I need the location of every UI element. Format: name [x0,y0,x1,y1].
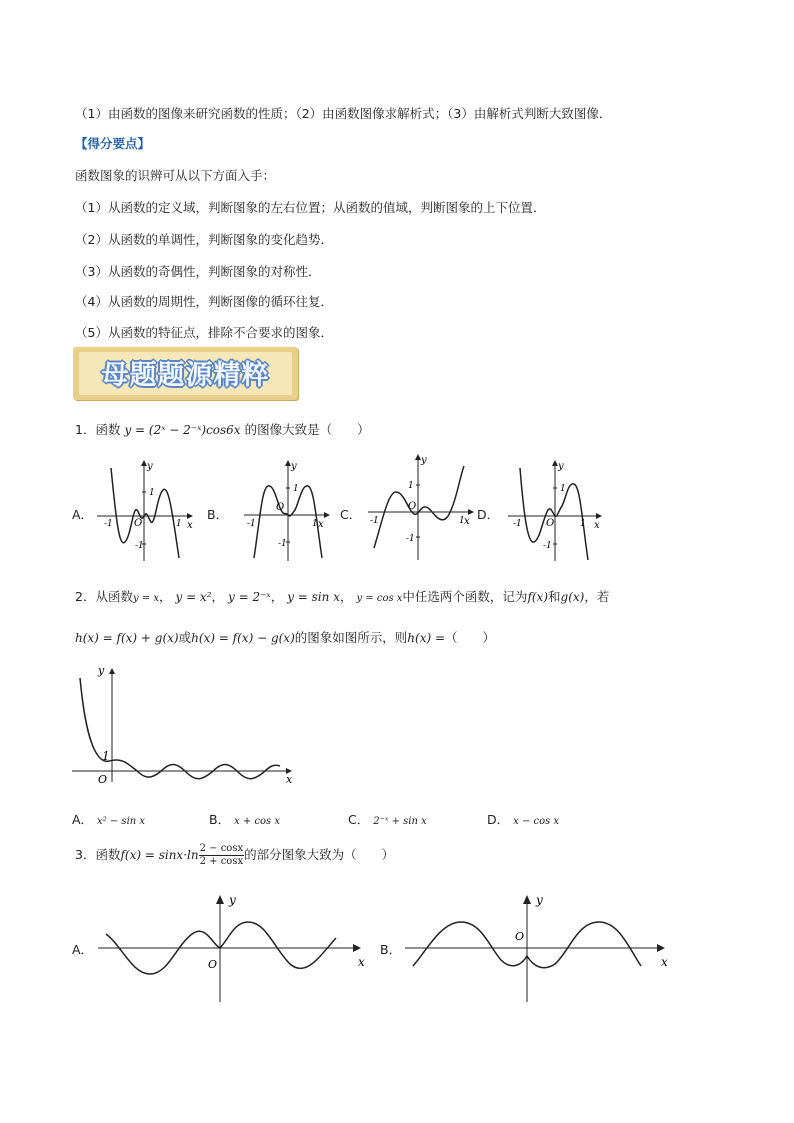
q3-option-b[interactable]: B． [380,942,402,957]
origin-label: O [546,518,555,529]
q3-fraction [199,843,245,868]
q1-formula: y = (2ˣ − 2⁻ˣ)cos6x [124,423,241,437]
q2-func-4: y = sin x [287,590,340,604]
axis-label-y: y [558,461,564,472]
origin-label: O [208,958,218,971]
option-letter: D． [487,812,510,827]
tick-label-neg1: -1 [135,541,144,551]
q2-stem-line1: 2．从函数y = x， y = x²， y = 2⁻ˣ， y = sin x， y = cos x中任选两个函数，记为f(x)和g(x)，若 [75,589,610,604]
q2-gx: g(x) [560,590,585,604]
section-banner [73,347,298,400]
q1-stem [75,420,370,438]
q2-h-eq: h(x) = [407,631,446,645]
q2-line1-end: ，若 [584,589,610,604]
option-letter: B． [209,812,231,827]
tick-label-x1: 1 [459,516,465,526]
tick-label-1: 1 [293,484,299,494]
tick-label-xneg1: -1 [247,519,256,529]
q1-graph-b [244,458,334,563]
origin-label: O [408,501,417,512]
axis-label-x: x [187,520,193,531]
q2-graph [70,660,300,785]
option-expr: x − cos x [513,816,560,827]
tick-label-x1: 1 [176,519,182,529]
option-letter: C． [348,812,370,827]
q3-option-a[interactable]: A． [72,942,94,957]
point-1: （1）从函数的定义域，判断图象的左右位置；从函数的值域，判断图象的上下位置． [75,200,546,215]
q2-mid: 中任选两个函数，记为 [402,589,528,604]
axis-label-x: x [464,516,470,527]
option-letter: A． [72,812,94,827]
q2-line2-end: （ ） [445,630,496,645]
q2-line2-mid: 的图象如图所示，则 [294,630,408,645]
q2-h-plus: h(x) = f(x) + g(x) [75,631,179,645]
q1-graph-c [368,452,478,562]
option-expr: 2⁻ˣ + sin x [373,816,427,827]
q2-prefix: 2．从函数 [75,589,133,604]
option-expr: x² − sin x [97,816,146,827]
q2-option-c[interactable] [348,810,427,828]
tick-label-x1: 1 [312,519,318,529]
tick-label-xneg1: -1 [370,516,379,526]
origin-label: O [515,930,525,943]
point-5: （5）从函数的特征点，排除不合要求的图象． [75,325,333,340]
q2-and: 和 [548,589,561,604]
axis-label-x: x [286,773,293,786]
q1-option-a[interactable]: A． [72,507,94,522]
q3-suffix: 的部分图象大致为（ ） [244,847,395,862]
axis-label-x: x [594,520,600,531]
tick-label-x1: 1 [580,519,586,529]
q3-numerator: 2 − cosx [199,843,244,854]
origin-label: O [276,502,285,513]
q2-option-a[interactable] [72,810,145,828]
tick-label-neg1: -1 [543,541,552,551]
q2-fx: f(x) [527,590,549,604]
q1-option-b[interactable]: B． [207,507,229,522]
lead-text: 函数图象的识辨可从以下方面入手： [75,168,276,183]
q3-prefix: 3．函数 [75,847,121,862]
q1-graph-d [508,458,608,563]
tick-label-1: 1 [408,481,414,491]
axis-label-y: y [536,893,543,907]
tick-label-neg1: -1 [406,534,415,544]
axis-label-x: x [661,955,668,969]
q2-h-minus: h(x) = f(x) − g(x) [191,631,295,645]
q3-lhs: f(x) = sinx·ln [120,848,199,862]
axis-label-y: y [421,455,427,466]
axis-label-y: y [291,461,297,472]
q3-denominator: 2 + cosx [199,856,244,867]
q2-or: 或 [178,630,192,645]
types-line: （1）由函数的图像来研究函数的性质；（2）由函数图像求解析式；（3）由解析式判断大致图像． [75,106,612,121]
q2-option-b[interactable] [209,810,280,828]
tick-label-1: 1 [149,488,155,498]
axis-label-x: x [318,519,324,530]
origin-label: O [98,773,108,786]
axis-label-x: x [358,955,365,969]
point-4: （4）从函数的周期性，判断图像的循环往复． [75,294,333,309]
q1-graph-a [97,458,197,563]
tick-label-1: 1 [102,749,110,763]
q2-stem-line2 [75,628,495,646]
q2-func-3: y = 2⁻ˣ [228,590,271,604]
q2-func-2: y = x² [175,590,212,604]
q2-func-1: y = x [132,593,159,604]
q3-stem [75,843,394,868]
q3-graph-a [98,890,373,1005]
key-heading: 【得分要点】 [75,136,151,151]
tick-label-xneg1: -1 [104,519,113,529]
q1-prefix: 1．函数 [75,422,121,437]
q3-graph-b [405,890,680,1005]
origin-label: O [134,518,143,529]
q2-option-d[interactable] [487,810,559,828]
axis-label-y: y [147,461,153,472]
point-3: （3）从函数的奇偶性，判断图象的对称性． [75,264,321,279]
axis-label-y: y [98,664,105,677]
tick-label-xneg1: -1 [513,519,522,529]
point-2: （2）从函数的单调性，判断图象的变化趋势． [75,232,333,247]
q1-option-c[interactable]: C． [340,507,362,522]
tick-label-neg1: -1 [278,539,287,549]
banner-text: 母题题源精粹 [101,360,270,391]
q2-func-5: y = cos x [356,593,403,604]
axis-label-y: y [229,893,236,907]
q1-suffix: 的图像大致是（ ） [244,422,370,437]
option-expr: x + cos x [234,816,281,827]
q1-option-d[interactable]: D． [477,507,500,522]
tick-label-1: 1 [560,484,566,494]
